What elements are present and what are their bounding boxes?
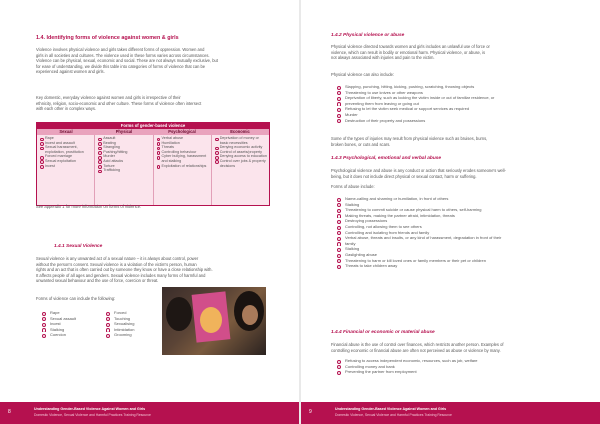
table-cell: Torture — [97, 164, 150, 169]
intro-line: experienced against women and girls. — [36, 69, 105, 75]
list-item: Deprivation of liberty, such as locking the victim inside or out of familiar residence, or — [335, 95, 575, 101]
physical-note-line: Some of the types of injuries may result from physical violence such as bruises, burns, — [331, 136, 488, 141]
table-column-economic — [212, 135, 269, 205]
forms-of-violence-table — [36, 122, 270, 206]
list-item: family — [335, 241, 575, 247]
list-item: Murder — [335, 112, 575, 118]
table-cell: Humiliation — [156, 141, 209, 146]
left-page — [0, 0, 299, 424]
physical-label: Physical violence can also include: — [331, 72, 395, 77]
list-item: Preventing the partner from employment — [335, 369, 575, 375]
sexual-violence-heading: 1.4.1 Sexual Violence — [54, 244, 103, 249]
table-cell: Assault — [97, 136, 150, 141]
page-number: 8 — [8, 409, 11, 415]
list-item: Threatening to commit suicide or cause physical harm to others, self-harming — [335, 207, 575, 213]
table-body — [37, 135, 269, 205]
footer-subtitle: Domestic Violence, Sexual Violence and Harmful Practices Training Resource — [34, 413, 151, 417]
table-cell: Deprivation of money or basic necessities — [214, 136, 267, 145]
women-protest-photo — [162, 287, 266, 355]
list-item: Threatening to harm or kill loved ones or family members or their pet or children — [335, 258, 575, 264]
list-item: Rape — [40, 310, 100, 316]
table-header-psychological: Psychological — [168, 129, 196, 134]
table-cell: Incest and assault — [39, 141, 92, 146]
list-item: Intimidation — [104, 327, 160, 333]
table-cell: Sexual harassment, exploitation, prostitution — [39, 145, 92, 154]
sexual-line: rights and an act that is often carried out by someone they know or have a close relationship with. — [36, 267, 213, 273]
footer-subtitle: Domestic Violence, Sexual Violence and Harmful Practices Training Resource — [335, 413, 452, 417]
right-page — [301, 0, 600, 424]
list-item: Making threats, making the partner afraid, intimidation, threats — [335, 213, 575, 219]
table-cell: Controlling behaviour — [156, 150, 209, 155]
table-cell: Trafficking — [97, 168, 150, 173]
list-item: Threatening to use knives or other weapons — [335, 90, 575, 96]
psych-line: Psychological violence and abuse is any conduct or action that seriously erodes someone's well- — [331, 168, 506, 173]
list-item: Stalking — [335, 246, 575, 252]
list-item: Refusing to access independent economic, resources, such as job, welfare — [335, 358, 575, 364]
table-column-psychological — [154, 135, 212, 205]
table-cell: Acid attacks — [97, 159, 150, 164]
footer-title: Understanding Gender-Based Violence Against Women and Girls — [34, 407, 146, 411]
table-cell: Beating — [97, 141, 150, 146]
economic-bullets — [335, 358, 575, 375]
list-item: preventing them from leaving or going out — [335, 101, 575, 107]
psychological-paragraph — [331, 168, 571, 179]
list-item: Controlling money and bank — [335, 364, 575, 370]
econ-line: Financial abuse is the use of control over finances, which restricts another person. Examples of — [331, 342, 504, 347]
list-item: Grooming — [104, 332, 160, 338]
table-cell: Control of assets/property — [214, 150, 267, 155]
table-column-sexual — [37, 135, 95, 205]
examples-label: Forms of violence can include the following: — [36, 296, 116, 301]
table-note: See appendix 1 for more information on forms of violence. — [36, 204, 142, 209]
sexual-line: without the person's consent. Sexual violence is a violation of the victim's person, human — [36, 261, 197, 267]
list-item: Sexualising — [104, 321, 160, 327]
bullet-intro-line: with each other in complex ways. — [36, 106, 97, 112]
intro-line: girls in all societies and cultures. The violence used in these forms varies across circumstances. — [36, 52, 210, 58]
list-item: Controlling and isolating from friends and family — [335, 230, 575, 236]
table-cell: Forced marriage — [39, 154, 92, 159]
intro-line: Violence involves physical violence and girls takes different forms of oppression. Women and — [36, 47, 205, 52]
table-cell: Exploitation of relationships — [156, 164, 209, 169]
table-cell: Rape — [39, 136, 92, 141]
table-cell: Denying economic activity — [214, 145, 267, 150]
table-cell: Incest — [39, 164, 92, 169]
economic-heading: 1.4.4 Financial or economic or material abuse — [331, 330, 435, 335]
list-item: Destruction of their property and possessions — [335, 118, 575, 124]
table-cell: Control over jobs & property decisions — [214, 159, 267, 168]
list-item: Name-calling and shaming or humiliation, in front of others — [335, 196, 575, 202]
table-cell: Denying access to education — [214, 154, 267, 159]
psychological-heading: 1.4.3 Psychological, emotional and verbal abuse — [331, 156, 442, 161]
list-item: Threats to take children away — [335, 263, 575, 269]
bullet-intro-line: Key domestic, everyday violence against women and girls is irrespective of their — [36, 95, 181, 100]
table-cell: Pushing/hitting — [97, 150, 150, 155]
list-item: Controlling, not allowing them to see others — [335, 224, 575, 230]
list-item: Incest — [40, 321, 100, 327]
table-header-economic: Economic — [230, 129, 250, 134]
list-item: Destroying possessions — [335, 218, 575, 224]
physical-violence-heading: 1.4.2 Physical violence or abuse — [331, 33, 405, 38]
sexual-violence-paragraph — [36, 256, 272, 284]
list-item: Stalking — [335, 202, 575, 208]
left-footer — [0, 402, 299, 424]
list-item: Gaslighting abuse — [335, 252, 575, 258]
table-cell: Murder — [97, 154, 150, 159]
psychological-bullets — [335, 196, 575, 269]
table-header-physical: Physical — [115, 129, 133, 134]
sexual-line: Sexual violence is any unwanted act of a sexual nature – it is always about control, power — [36, 256, 199, 261]
list-item: Forced — [104, 310, 160, 316]
bullet-intro-line: ethnicity, religion, socio-economic and other culture. These forms of violence often intersect — [36, 100, 202, 106]
list-item: Verbal abuse, threats and insults, or any kind of harassment, degradation in front of their — [335, 235, 575, 241]
physical-line: violence, which can result in bodily or emotional harm. Physical violence, or abuse, is — [331, 49, 486, 55]
list-item: Touching — [104, 316, 160, 322]
table-cell: Verbal abuse — [156, 136, 209, 141]
intro-line: for ease of understanding, we divide this table into categories of forms of violence that can be — [36, 63, 206, 69]
physical-bullets — [335, 84, 575, 123]
physical-note — [331, 136, 571, 147]
list-item: Sexual assault — [40, 316, 100, 322]
intro-paragraph — [36, 47, 272, 75]
psych-line: being, but it does not include direct physical or sexual contact, harm or suffering. — [331, 173, 477, 179]
list-item: Refusing to let the victim seek medical or support services as required — [335, 106, 575, 112]
page-number: 9 — [309, 409, 312, 415]
table-cell: Cyber bullying, harassment and stalking — [156, 154, 209, 163]
table-column-physical — [95, 135, 153, 205]
table-title: Forms of gender-based violence — [37, 123, 269, 129]
physical-note-line: broken bones, or cuts and scars. — [331, 141, 391, 147]
intro-line: Violence can be physical, sexual, economic and social. These are not always mutually exclusive, but — [36, 58, 218, 64]
table-cell: Strangling — [97, 145, 150, 150]
list-item: Slapping, punching, hitting, kicking, pushing, scratching, throwing objects — [335, 84, 575, 90]
table-header-sexual: Sexual — [59, 129, 73, 134]
sexual-line: It affects people of all ages and genders. Sexual violence includes many forms of harmful and — [36, 272, 206, 278]
table-cell: Sexual exploitation — [39, 159, 92, 164]
sexual-line: unwanted sexual behaviour and the use of force, coercion or threat. — [36, 278, 159, 284]
economic-paragraph — [331, 342, 571, 353]
section-heading: 1.4. Identifying forms of violence against women & girls — [36, 35, 179, 41]
physical-paragraph — [331, 44, 571, 61]
physical-line: Physical violence directed towards women and girls includes an unlawful use of force or — [331, 44, 490, 49]
physical-line: not always associated with injuries and pain to the victim. — [331, 55, 435, 61]
bullet-intro-paragraph — [36, 95, 272, 112]
examples-list-right — [104, 310, 160, 338]
examples-list-left — [40, 310, 100, 338]
list-item: Stalking — [40, 327, 100, 333]
psychological-label: Forms of abuse include: — [331, 184, 375, 189]
econ-line: controlling economic or financial abuse are often not perceived as abuse or violence by many. — [331, 347, 501, 353]
list-item: Coercion — [40, 332, 100, 338]
table-cell: Threats — [156, 145, 209, 150]
footer-title: Understanding Gender-Based Violence Against Women and Girls — [335, 407, 447, 411]
right-footer — [301, 402, 600, 424]
